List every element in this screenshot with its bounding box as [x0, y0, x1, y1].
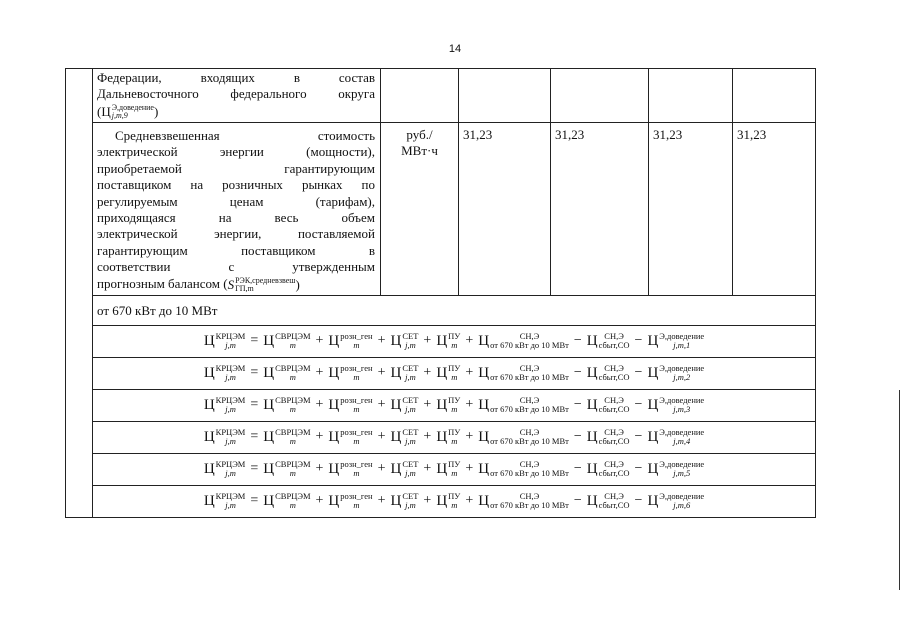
formula-term: Ц СН,Э от 670 кВт до 10 МВт	[478, 363, 569, 383]
unit-cell	[381, 69, 459, 123]
operator: +	[423, 365, 432, 381]
formula-term: Ц Э,доведение j,m,2	[647, 363, 705, 383]
formula-cell	[93, 325, 816, 357]
text-line: поставщиком на розничных рынках по	[97, 177, 375, 193]
operator: +	[377, 397, 386, 413]
margin-line	[899, 390, 900, 590]
formula-term: Ц КРЦЭМ j,m	[203, 459, 246, 479]
table-row	[66, 123, 816, 296]
formula-term: Ц розн_ген m	[328, 427, 373, 447]
value-cell	[459, 69, 551, 123]
operator: −	[573, 333, 582, 349]
formula-term: Ц Э,доведение j,m,4	[647, 427, 705, 447]
description-cell	[93, 123, 381, 296]
text-line: электрической энергии (мощности),	[97, 144, 375, 160]
text-line: приобретаемой гарантирующим	[97, 160, 375, 176]
formula-term: Ц СЕТ j,m	[390, 459, 419, 479]
operator: +	[315, 429, 324, 445]
formula-term: Ц СВРЦЭМ m	[263, 363, 311, 383]
operator: +	[465, 333, 474, 349]
operator: +	[423, 493, 432, 509]
text-line: Средневзвешенная стоимость	[115, 128, 375, 144]
formula	[203, 460, 705, 478]
operator: −	[573, 397, 582, 413]
formula	[203, 332, 705, 350]
operator: +	[315, 397, 324, 413]
formula-term: Ц розн_ген m	[328, 395, 373, 415]
formula-term: Ц СН,Э сбыт,СО	[586, 395, 630, 415]
formula-cell	[93, 421, 816, 453]
section-title: от 670 кВт до 10 МВт	[93, 295, 816, 325]
formula-term: Ц розн_ген m	[328, 459, 373, 479]
operator: +	[465, 365, 474, 381]
formula-term: Ц СВРЦЭМ m	[263, 427, 311, 447]
formula-term: Ц ПУ m	[436, 363, 461, 383]
operator: +	[465, 461, 474, 477]
formula-term: Ц СВРЦЭМ m	[263, 459, 311, 479]
formula-term: Ц СН,Э от 670 кВт до 10 МВт	[478, 395, 569, 415]
text-line: электрической энергии, поставляемой	[97, 226, 375, 242]
formula-cell	[93, 485, 816, 517]
formula-term: Ц СН,Э сбыт,СО	[586, 363, 630, 383]
formula-term: Ц розн_ген m	[328, 331, 373, 351]
text-line: соответствии с утвержденным	[97, 259, 375, 275]
operator: +	[377, 461, 386, 477]
tariff-table	[65, 68, 816, 518]
operator: =	[250, 365, 259, 381]
table-row	[66, 69, 816, 123]
operator: =	[250, 429, 259, 445]
formula-row	[66, 485, 816, 517]
value-cell	[649, 69, 733, 123]
operator: +	[465, 493, 474, 509]
value-cell	[733, 69, 816, 123]
formula-term: Ц розн_ген m	[328, 491, 373, 511]
formula-row	[66, 453, 816, 485]
operator: −	[573, 493, 582, 509]
formula-term: Ц КРЦЭМ j,m	[203, 395, 246, 415]
formula-row	[66, 325, 816, 357]
operator: +	[315, 461, 324, 477]
text-line: гарантирующим поставщиком в	[97, 242, 375, 258]
formula-term: Ц ПУ m	[436, 331, 461, 351]
text-line: Дальневосточного федерального округа	[97, 86, 375, 102]
symbol-price: (Ц Э,доведение j,m,9 )	[97, 102, 159, 120]
text-line: прогнозным балансом ( S РЭК,средневзвеш ГП,m )	[97, 275, 300, 293]
formula-cell	[93, 389, 816, 421]
value-cell	[551, 69, 649, 123]
formula-term: Ц Э,доведение j,m,1	[647, 331, 705, 351]
operator: +	[465, 429, 474, 445]
formula-term: Ц СН,Э от 670 кВт до 10 МВт	[478, 331, 569, 351]
value-cell: 31,23	[459, 123, 551, 296]
operator: +	[377, 333, 386, 349]
operator: −	[573, 461, 582, 477]
operator: +	[315, 365, 324, 381]
formula-term: Ц Э,доведение j,m,5	[647, 459, 705, 479]
unit-line: руб./	[406, 127, 433, 143]
value-cell: 31,23	[551, 123, 649, 296]
formula	[203, 364, 705, 382]
operator: =	[250, 333, 259, 349]
formula-term: Ц СЕТ j,m	[390, 491, 419, 511]
operator: +	[315, 493, 324, 509]
formula-term: Ц СЕТ j,m	[390, 427, 419, 447]
formula-term: Ц СЕТ j,m	[390, 363, 419, 383]
formula-row	[66, 389, 816, 421]
formula	[203, 396, 705, 414]
formula-row	[66, 421, 816, 453]
formula-term: Ц СЕТ j,m	[390, 395, 419, 415]
formula-term: Ц СВРЦЭМ m	[263, 491, 311, 511]
formula-term: Ц Э,доведение j,m,3	[647, 395, 705, 415]
formula-row	[66, 357, 816, 389]
formula-term: Ц ПУ m	[436, 459, 461, 479]
formula-term: Ц СН,Э от 670 кВт до 10 МВт	[478, 459, 569, 479]
formula-term: Ц ПУ m	[436, 491, 461, 511]
operator: −	[634, 333, 643, 349]
text-line	[97, 103, 375, 120]
gutter-cell	[66, 69, 93, 518]
formula-term: Ц СВРЦЭМ m	[263, 395, 311, 415]
operator: +	[465, 397, 474, 413]
value-cell: 31,23	[649, 123, 733, 296]
formula-term: Ц Э,доведение j,m,6	[647, 491, 705, 511]
operator: −	[634, 365, 643, 381]
formula-term: Ц СН,Э сбыт,СО	[586, 331, 630, 351]
formula-term: Ц розн_ген m	[328, 363, 373, 383]
operator: +	[423, 397, 432, 413]
operator: −	[573, 429, 582, 445]
operator: =	[250, 493, 259, 509]
operator: +	[423, 429, 432, 445]
formula-term: Ц СЕТ j,m	[390, 331, 419, 351]
section-row	[66, 295, 816, 325]
operator: +	[315, 333, 324, 349]
operator: −	[634, 461, 643, 477]
formula-term: Ц КРЦЭМ j,m	[203, 427, 246, 447]
operator: +	[377, 493, 386, 509]
operator: +	[423, 333, 432, 349]
unit-cell	[381, 123, 459, 296]
formula	[203, 428, 705, 446]
unit-line: МВт·ч	[401, 143, 438, 159]
formula-cell	[93, 453, 816, 485]
operator: −	[634, 429, 643, 445]
formula-term: Ц ПУ m	[436, 395, 461, 415]
operator: =	[250, 397, 259, 413]
formula-term: Ц КРЦЭМ j,m	[203, 363, 246, 383]
formula-term: Ц СВРЦЭМ m	[263, 331, 311, 351]
operator: −	[634, 493, 643, 509]
text-line: Федерации, входящих в состав	[97, 70, 375, 85]
formula-term: Ц СН,Э сбыт,СО	[586, 427, 630, 447]
formula-term: Ц СН,Э от 670 кВт до 10 МВт	[478, 491, 569, 511]
operator: +	[377, 365, 386, 381]
formula-term: Ц КРЦЭМ j,m	[203, 491, 246, 511]
value-cell: 31,23	[733, 123, 816, 296]
symbol-weighted-cost: S РЭК,средневзвеш ГП,m )	[227, 275, 300, 293]
formula-term: Ц СН,Э сбыт,СО	[586, 459, 630, 479]
text-line: регулируемым ценам (тарифам),	[97, 193, 375, 209]
formula-term: Ц ПУ m	[436, 427, 461, 447]
formula-term: Ц СН,Э сбыт,СО	[586, 491, 630, 511]
text-line: приходящаяся на весь объем	[97, 210, 375, 226]
formula-term: Ц СН,Э от 670 кВт до 10 МВт	[478, 427, 569, 447]
operator: =	[250, 461, 259, 477]
description-cell	[93, 69, 381, 123]
page-number: 14	[448, 43, 462, 55]
operator: −	[634, 397, 643, 413]
formula	[203, 492, 705, 510]
formula-cell	[93, 357, 816, 389]
formula-term: Ц КРЦЭМ j,m	[203, 331, 246, 351]
operator: +	[377, 429, 386, 445]
operator: +	[423, 461, 432, 477]
operator: −	[573, 365, 582, 381]
